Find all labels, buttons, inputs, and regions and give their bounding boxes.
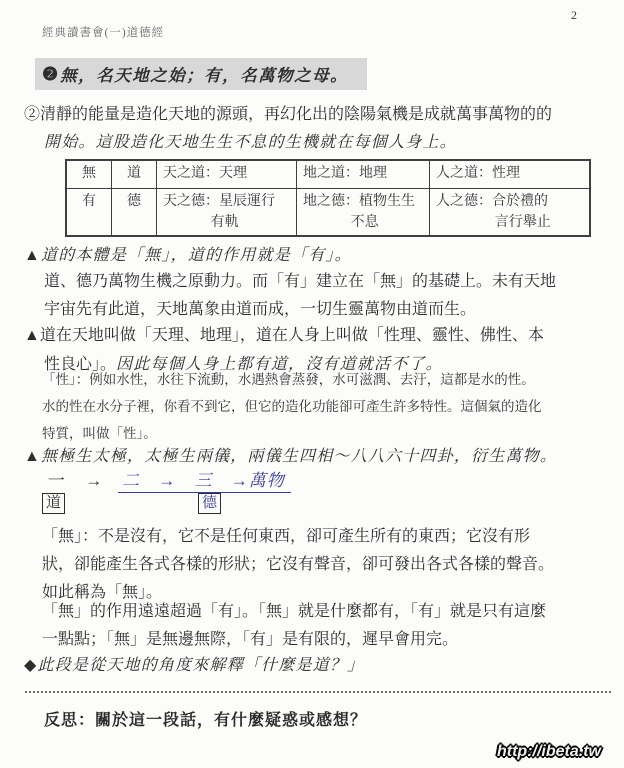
section-2-line1: ▲道在天地叫做「天理、地理」，道在人身上叫做「性理、靈性、佛性、本 <box>24 327 544 344</box>
table-cell-dao: 道 <box>112 160 157 189</box>
table-cell-de: 德 <box>112 189 157 237</box>
dotted-divider <box>25 691 611 693</box>
diagram-label-de: 德 <box>198 493 221 514</box>
section-1-body <box>44 268 610 324</box>
diagram-chain-black: 一 → <box>46 471 105 490</box>
section-1-body-line2: 宇宙先有此道，天地萬象由道而成，一切生靈萬物由道而生。 <box>44 301 477 318</box>
table-cell-dide-line2: 不息 <box>350 215 379 230</box>
wu-paragraph-1 <box>42 523 617 607</box>
table-row <box>66 189 590 237</box>
table-cell-rendao: 人之道：性理 <box>430 160 590 189</box>
dao-de-table <box>65 159 591 237</box>
table-cell-didao: 地之道：地理 <box>297 160 430 189</box>
table-cell-dide <box>297 189 430 237</box>
diagram-chain-blue: 二 → 三 →萬物 <box>118 466 291 493</box>
table-cell-tiande-line1: 天之德：星辰運行 <box>163 194 275 209</box>
wu-paragraph-2 <box>42 598 622 654</box>
section-1-title: ▲道的本體是「無」，道的作用就是「有」。 <box>24 247 352 264</box>
table-row <box>66 160 590 189</box>
table-cell-tiande <box>157 189 297 237</box>
section-3-title: ▲無極生太極，太極生兩儀，兩儀生四相～八八六十四卦，衍生萬物。 <box>24 448 558 465</box>
circled-2-marker: ② <box>24 106 41 123</box>
highlighted-verse <box>35 58 367 90</box>
table-cell-rende-line2: 言行舉止 <box>494 215 551 230</box>
table <box>65 159 591 237</box>
table-cell-dide-line1: 地之德：植物生生 <box>303 194 415 209</box>
verse-text: 無，名天地之始；有，名萬物之母。 <box>60 66 349 85</box>
nature-note-line1: 「性」：例如水性，水往下流動，水遇熱會蒸發，水可滋潤、去汙，這都是水的性。 <box>42 372 535 387</box>
wu-paragraph-2-line1: 「無」的作用遠遠超過「有」。「無」就是什麼都有，「有」就是只有這麼 <box>42 603 547 620</box>
table-cell-wu: 無 <box>66 160 112 189</box>
paragraph-2-line1 <box>24 101 614 129</box>
paragraph-2-line2: 開始。這股造化天地生生不息的生機就在每個人身上。 <box>44 134 457 151</box>
section-1-body-line1: 道、德乃萬物生機之原動力。而「有」建立在「無」的基礎上。未有天地 <box>44 273 557 290</box>
table-cell-rende <box>430 189 590 237</box>
wu-paragraph-1-line1: 「無」：不是沒有，它不是任何東西，卻可產生所有的東西；它沒有形 <box>42 528 531 545</box>
table-cell-tiande-line2: 有軌 <box>210 215 239 230</box>
wu-paragraph-2-line2: 一點點；「無」是無邊無際，「有」是有限的，遲早會用完。 <box>42 631 459 648</box>
section-2-line2-kai: 因此每個人身上都有道，沒有道就活不了。 <box>116 356 443 373</box>
page-number: 2 <box>571 8 577 22</box>
section-4-title: ◆此段是從天地的角度來解釋「什麼是道？」 <box>24 657 365 674</box>
wu-paragraph-1-line3: 如此稱為「無」。 <box>42 584 163 601</box>
nature-note-line2: 水的性在水分子裡，你看不到它，但它的造化功能卻可產生許多特性。這個氣的造化 <box>42 399 542 414</box>
watermark: http://ibeta.tw <box>497 743 601 760</box>
table-cell-you: 有 <box>66 189 112 237</box>
paragraph-2-line1-text: 清靜的能量是造化天地的源頭，再幻化出的陰陽氣機是成就萬事萬物的的 <box>40 106 553 123</box>
section-2-line2-ming: 性良心」。 <box>44 356 117 373</box>
table-cell-rende-line1: 人之德：合於禮的 <box>436 194 548 209</box>
table-cell-tiandao: 天之道：天理 <box>157 160 297 189</box>
nature-note <box>42 366 617 447</box>
verse-bullet-icon: ❷ <box>42 63 59 84</box>
reflection-prompt: 反思：關於這一段話，有什麼疑惑或感想？ <box>44 712 368 729</box>
nature-note-line3: 特質，叫做「性」。 <box>42 426 157 441</box>
diagram-label-dao: 道 <box>42 493 65 514</box>
wu-paragraph-1-line2: 狀，卻能產生各式各樣的形狀；它沒有聲音，卻可發出各式各樣的聲音。 <box>42 556 555 573</box>
dao-de-diagram <box>42 466 362 522</box>
document-title: 經典讀書會(一)道德經 <box>42 27 165 39</box>
paragraph-2 <box>24 101 614 157</box>
